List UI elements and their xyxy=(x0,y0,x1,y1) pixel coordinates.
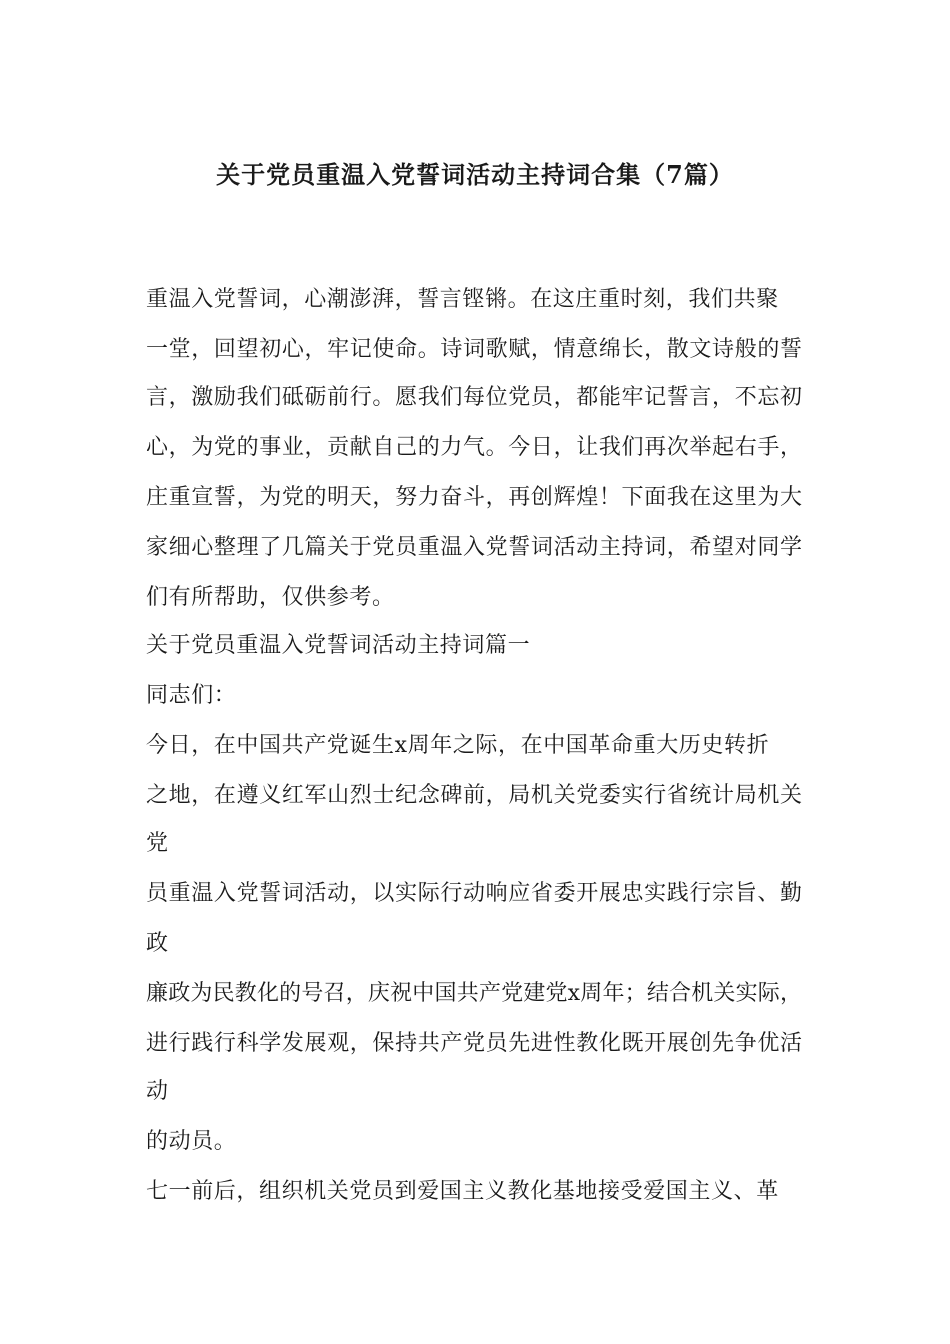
text-line: 庄重宣誓，为党的明天，努力奋斗，再创辉煌！下面我在这里为大 xyxy=(146,485,802,510)
text-line: 心，为党的事业，贡献自己的力气。今日，让我们再次举起右手， xyxy=(146,435,802,460)
text-line: 廉政为民教化的号召，庆祝中国共产党建党x周年；结合机关实际， xyxy=(146,981,802,1006)
text-line: 动 xyxy=(146,1079,169,1104)
text-line: 党 xyxy=(146,831,169,856)
text-line: 一堂，回望初心，牢记使命。诗词歌赋，情意绵长，散文诗般的誓 xyxy=(146,337,802,362)
text-line: 员重温入党誓词活动，以实际行动响应省委开展忠实践行宗旨、勤 xyxy=(146,881,802,906)
text-line: 家细心整理了几篇关于党员重温入党誓词活动主持词，希望对同学 xyxy=(146,535,802,560)
text-line: 今日，在中国共产党诞生x周年之际，在中国革命重大历史转折 xyxy=(146,733,770,758)
salutation: 同志们： xyxy=(146,683,237,708)
text-line: 重温入党誓词，心潮澎湃，誓言铿锵。在这庄重时刻，我们共聚 xyxy=(146,287,779,312)
text-line: 七一前后，组织机关党员到爱国主义教化基地接受爱国主义、革 xyxy=(146,1179,779,1204)
text-line: 们有所帮助，仅供参考。 xyxy=(146,585,395,610)
text-line: 的动员。 xyxy=(146,1129,237,1154)
document-title: 关于党员重温入党誓词活动主持词合集（7篇） xyxy=(216,160,734,189)
text-line: 政 xyxy=(146,931,169,956)
text-line: 言，激励我们砥砺前行。愿我们每位党员，都能牢记誓言，不忘初 xyxy=(146,385,802,410)
section-heading: 关于党员重温入党誓词活动主持词篇一 xyxy=(146,633,531,658)
text-line: 进行践行科学发展观，保持共产党员先进性教化既开展创先争优活 xyxy=(146,1031,802,1056)
text-line: 之地，在遵义红军山烈士纪念碑前，局机关党委实行省统计局机关 xyxy=(146,783,802,808)
